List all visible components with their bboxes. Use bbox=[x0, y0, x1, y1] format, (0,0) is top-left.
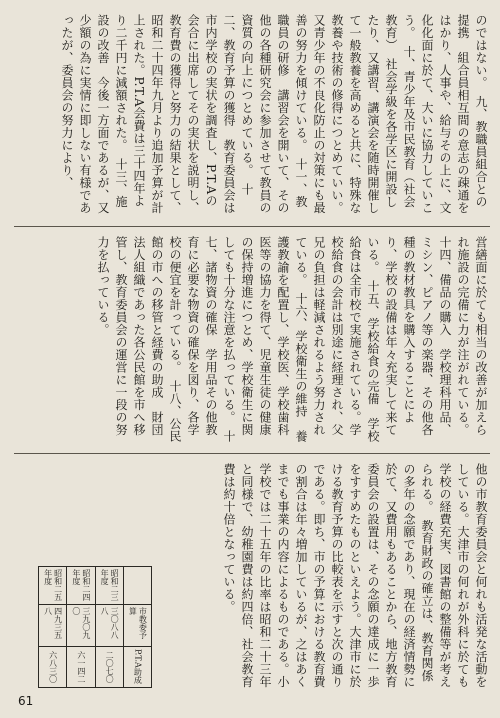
text-tier-bottom bbox=[154, 463, 490, 688]
budget-table bbox=[38, 566, 152, 688]
table-year-column bbox=[95, 567, 123, 687]
table-cell: 六一四二 bbox=[67, 646, 94, 688]
text-tier-top bbox=[14, 14, 490, 219]
tier-divider bbox=[14, 453, 490, 454]
column-header: 昭和二四年度 bbox=[67, 567, 94, 605]
page-number: 61 bbox=[18, 694, 34, 708]
table-cell: 二〇七〇 bbox=[96, 646, 123, 688]
table-cell: 六八三〇 bbox=[39, 646, 66, 688]
table-cell: 三〇八八八 bbox=[100, 607, 120, 639]
table-cell: 四九三五八 bbox=[43, 607, 63, 639]
text-tier-middle bbox=[14, 236, 490, 446]
tier-bottom-text: 他の市教育委員会と何れも活発な活動をしている。大津市の何れが外科に於ても学校の経費充実、図書館の整備等が考えられる。 教育財政の確立は、教育関係の多年の念願であり、現在の経済情勢に於て、又費用もあることから、地方教育委員会の設置は、その念願の達成に一歩をすすめたものといえよう。大津市に於ける教育予算の比較表を示すと次の通りである。即ち、市の予算における教育費の割合は年々増加しているが、之はあくまでも事業の内容によるものである。小学校では二十五年の比率は昭和二十三年と同様で、幼稚園費は約四倍、社会教育費は約十倍となっている。 bbox=[222, 463, 488, 688]
table-corner-cell bbox=[124, 567, 151, 605]
tier-divider bbox=[14, 226, 490, 227]
column-header: 昭和二五年度 bbox=[39, 567, 66, 605]
table-label-column bbox=[123, 567, 151, 687]
row-label: P.T.A助成 bbox=[124, 646, 151, 688]
row-label: 市教委予算 bbox=[128, 607, 148, 639]
tier-middle-text: 営繕面に於ても相当の改善が加えられ施設の完備に力が注がれている。 十四、備品の購入 学校理科用品、ミシン、ピアノ等の楽器、その他各種の教材教具を購入することにより、学校の設備は年々充実して来ている。 十五、学校給食の完備 学校給食は全市校で実施されている。学校給食の会計は別途に経理され、父兄の負担は軽減されるよう努力されている。 十六、学校衛生の維持 養護教諭を配置し、学校医、学校歯科医等の協力を得て、児童生徒の健康の保持増進につとめ、学校衛生に関しても十分な注意を払っている。 十七、諸物資の確保 学用品その他教育に必要な物資の確保を図り、各学校の便宜を計っている。 十八、公民館の市への移管と経費の助成 財団法人組織であった各公民館を市へ移管し、教育委員会の運営に一段の努力を払っている。 bbox=[96, 236, 488, 443]
column-header: 昭和二三年度 bbox=[96, 567, 123, 605]
table-year-column bbox=[39, 567, 66, 687]
tier-top-text: のではない。 九、教職員組合との提携 組合員相互間の意志の疎通をはかり、人事や、給与その上に、文化化面に於て、大いに協力していこう。 十、青少年及市民教育（社会教育） 社会学級を各学区に開設したり、又講習、講演会を随時開催して一般教養を高めると共に、特殊な教養や技術の修得につとめていい。又青少年の不良化防止の対策にも最善の努力を傾けている。 十一、教職員の研修 講習会を開いて、その他の各種研究会に参加させて教員の資質の向上につとめている。 十二、教育予算の獲得 教育委員会は市内学校の実状を調査し、P.T.Aの会合に出席してその実状を説明し、教育費の獲得と努力の結果として、昭和二十四年九月より追加予算が計上された。P.T.A会費は三十四年より二千円に減額された。 十三、施設の改善 今後一方面であるが、又少額の為に実情に即しない有様であったが、委員会の努力により、 bbox=[60, 14, 488, 214]
table-year-column bbox=[66, 567, 94, 687]
table-cell: 三九〇九〇 bbox=[71, 607, 91, 639]
